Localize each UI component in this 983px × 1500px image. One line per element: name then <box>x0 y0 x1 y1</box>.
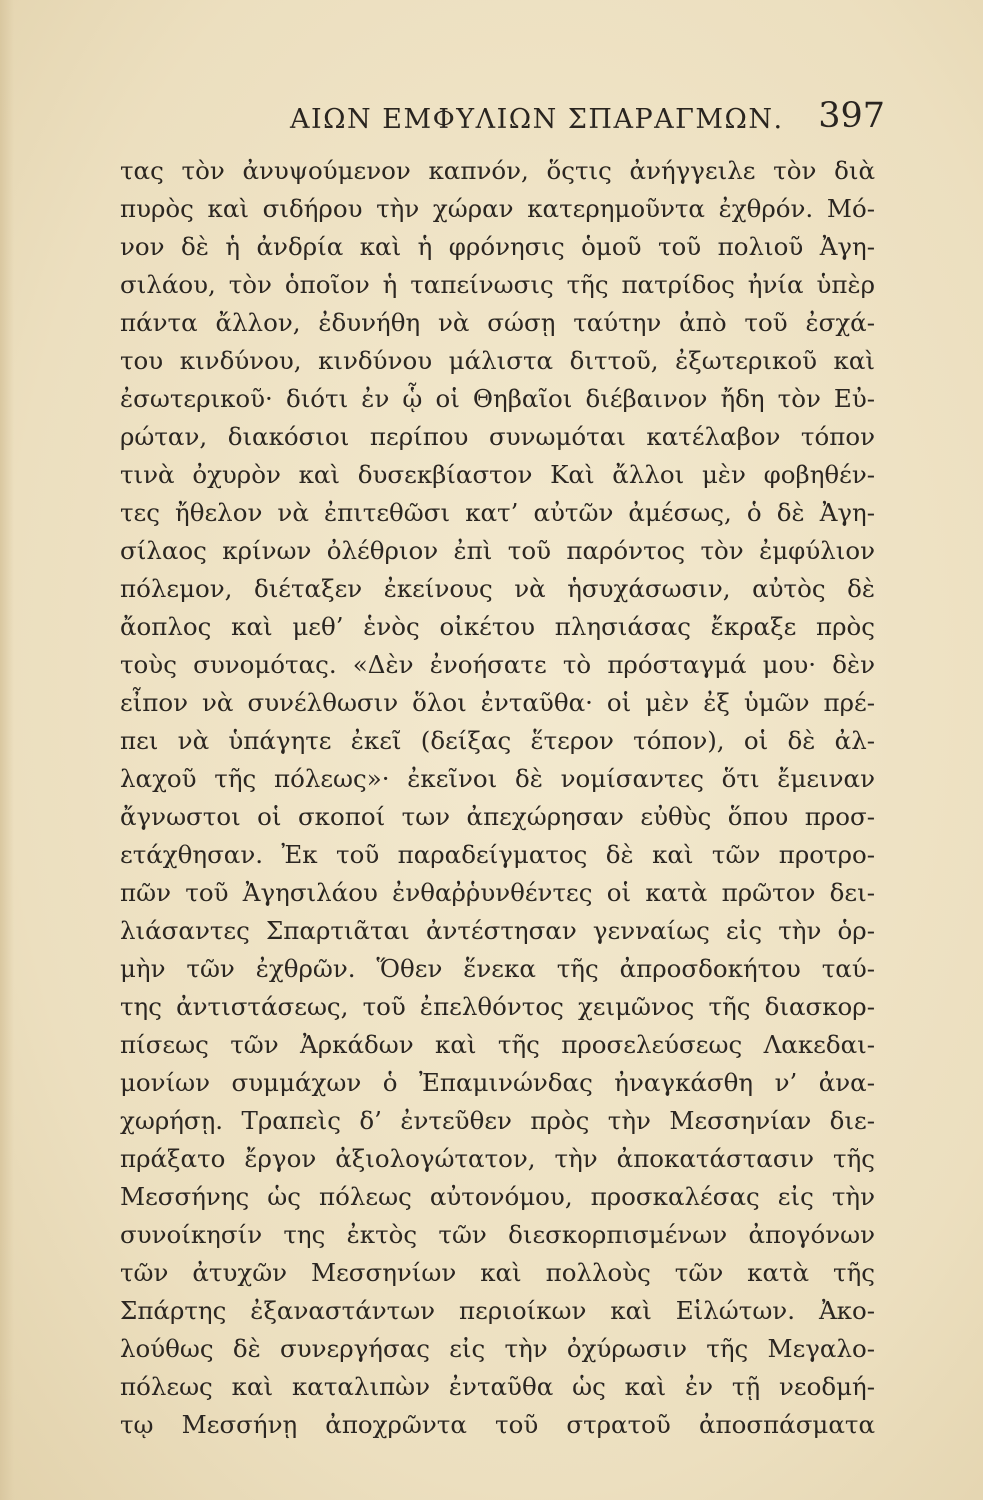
text-line: πῶν τοῦ Ἀγησιλάου ἐνθαῤῥυνθέντες οἱ κατὰ πρῶτον δει- <box>120 878 875 907</box>
text-line: πάντα ἄλλον, ἐδυνήθη νὰ σώσῃ ταύτην ἀπὸ τοῦ ἐσχά- <box>120 308 875 337</box>
text-line: πίσεως τῶν Ἀρκάδων καὶ τῆς προσελεύσεως Λακεδαι- <box>120 1030 875 1059</box>
text-line: τῳ Μεσσήνῃ ἀποχρῶντα τοῦ στρατοῦ ἀποσπάσματα <box>120 1410 875 1439</box>
text-line: χωρήσῃ. Τραπεὶς δ’ ἐντεῦθεν πρὸς τὴν Μεσσηνίαν διε- <box>120 1106 875 1135</box>
text-line: τῶν ἀτυχῶν Μεσσηνίων καὶ πολλοὺς τῶν κατὰ τῆς <box>120 1258 875 1287</box>
text-line: Μεσσήνης ὡς πόλεως αὐτονόμου, προσκαλέσας εἰς τὴν <box>120 1182 875 1211</box>
text-line: πει νὰ ὑπάγητε ἐκεῖ (δείξας ἕτερον τόπον), οἱ δὲ ἀλ- <box>120 726 875 755</box>
text-line: ετάχθησαν. Ἐκ τοῦ παραδείγματος δὲ καὶ τῶν προτρο- <box>120 840 875 869</box>
text-line: του κινδύνου, κινδύνου μάλιστα διττοῦ, ἐξωτερικοῦ καὶ <box>120 346 875 375</box>
text-line: λιάσαντες Σπαρτιᾶται ἀντέστησαν γενναίως εἰς τὴν ὁρ- <box>120 916 875 945</box>
text-line: σίλαος κρίνων ὀλέθριον ἐπὶ τοῦ παρόντος τὸν ἐμφύλιον <box>120 536 875 565</box>
text-line: μὴν τῶν ἐχθρῶν. Ὅθεν ἕνεκα τῆς ἀπροσδοκήτου ταύ- <box>120 954 875 983</box>
text-line: λαχοῦ τῆς πόλεως»· ἐκεῖνοι δὲ νομίσαντες ὅτι ἔμειναν <box>120 764 875 793</box>
running-head: ΑΙΩΝ ΕΜΦΥΛΙΩΝ ΣΠΑΡΑΓΜΩΝ. <box>290 104 784 135</box>
text-line: ρώταν, διακόσιοι περίπου συνωμόται κατέλαβον τόπον <box>120 422 875 451</box>
text-line: τοὺς συνομότας. «Δὲν ἐνοήσατε τὸ πρόσταγμά μου· δὲν <box>120 650 875 679</box>
page-number: 397 <box>818 96 885 136</box>
text-line: νον δὲ ἡ ἀνδρία καὶ ἡ φρόνησις ὁμοῦ τοῦ πολιοῦ Ἀγη- <box>120 232 875 261</box>
text-line: πυρὸς καὶ σιδήρου τὴν χώραν κατερημοῦντα ἐχθρόν. Μό- <box>120 194 875 223</box>
text-line: ἄοπλος καὶ μεθ’ ἑνὸς οἰκέτου πλησιάσας ἔκραξε πρὸς <box>120 612 875 641</box>
text-line: λούθως δὲ συνεργήσας εἰς τὴν ὀχύρωσιν τῆς Μεγαλο- <box>120 1334 875 1363</box>
text-line: Σπάρτης ἐξαναστάντων περιοίκων καὶ Εἱλώτων. Ἀκο- <box>120 1296 875 1325</box>
text-line: τας τὸν ἀνυψούμενον καπνόν, ὅςτις ἀνήγγειλε τὸν διὰ <box>120 156 875 185</box>
text-line: της ἀντιστάσεως, τοῦ ἐπελθόντος χειμῶνος τῆς διασκορ- <box>120 992 875 1021</box>
text-line: πράξατο ἔργον ἀξιολογώτατον, τὴν ἀποκατάστασιν τῆς <box>120 1144 875 1173</box>
text-line: ἐσωτερικοῦ· διότι ἐν ᾧ οἱ Θηβαῖοι διέβαινον ἤδη τὸν Εὐ- <box>120 384 875 413</box>
text-line: εἶπον νὰ συνέλθωσιν ὅλοι ἐνταῦθα· οἱ μὲν ἐξ ὑμῶν πρέ- <box>120 688 875 717</box>
text-line: μονίων συμμάχων ὁ Ἐπαμινώνδας ἠναγκάσθη ν’ ἀνα- <box>120 1068 875 1097</box>
page-header <box>110 96 885 146</box>
text-line: πόλεως καὶ καταλιπὼν ἐνταῦθα ὡς καὶ ἐν τῇ νεοδμή- <box>120 1372 875 1401</box>
text-line: ἄγνωστοι οἱ σκοποί των ἀπεχώρησαν εὐθὺς ὅπου προσ- <box>120 802 875 831</box>
page-edge-shadow <box>0 0 14 1500</box>
text-line: σιλάου, τὸν ὁποῖον ἡ ταπείνωσις τῆς πατρίδος ἠνία ὑπὲρ <box>120 270 875 299</box>
text-line: συνοίκησίν της ἐκτὸς τῶν διεσκορπισμένων ἀπογόνων <box>120 1220 875 1249</box>
text-line: τες ἤθελον νὰ ἐπιτεθῶσι κατ’ αὐτῶν ἀμέσως, ὁ δὲ Ἀγη- <box>120 498 875 527</box>
body-text <box>120 152 875 1444</box>
text-line: πόλεμον, διέταξεν ἐκείνους νὰ ἡσυχάσωσιν, αὐτὸς δὲ <box>120 574 875 603</box>
text-line: τινὰ ὀχυρὸν καὶ δυσεκβίαστον Καὶ ἄλλοι μὲν φοβηθέν- <box>120 460 875 489</box>
